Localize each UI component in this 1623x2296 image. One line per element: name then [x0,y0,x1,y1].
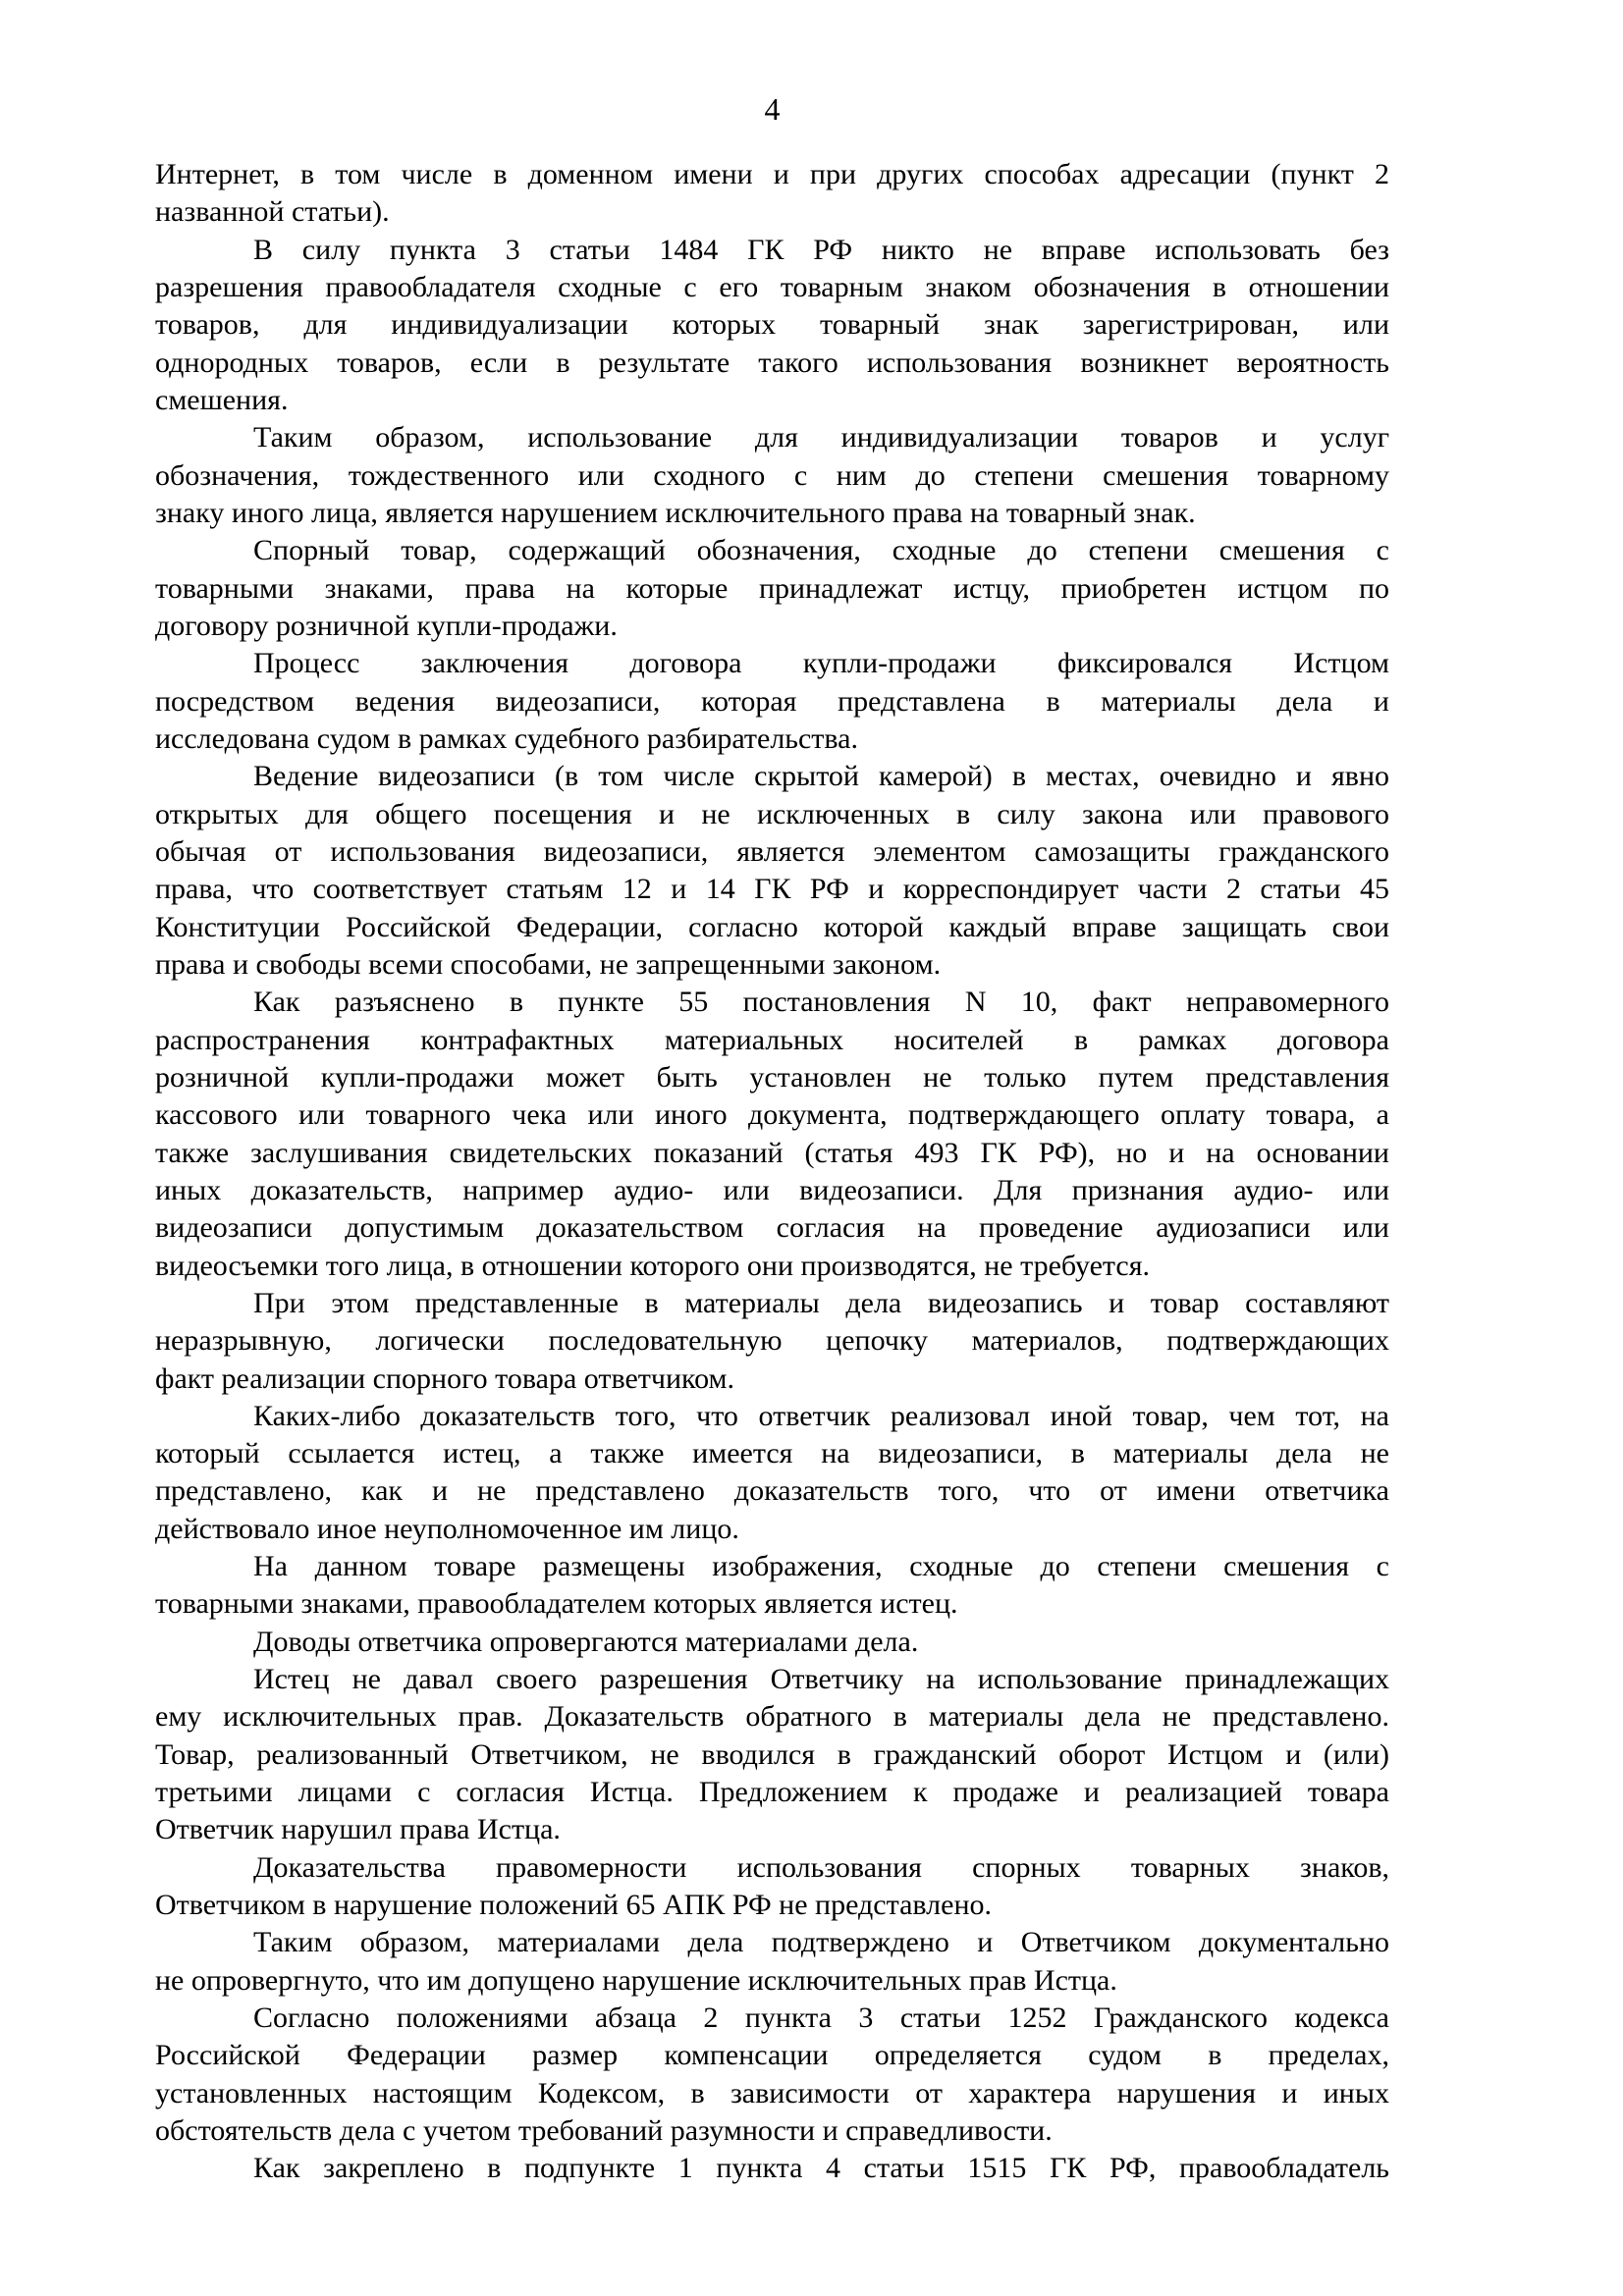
text-line: Каких-либо доказательств того, что ответчик реализовал иной товар, чем тот, на [253,1399,1389,1432]
text-line: представлено, как и не представлено доказательств того, что от имени ответчика [155,1474,1389,1508]
page-number: 4 [764,91,781,127]
text-line: видеозаписи допустимым доказательством согласия на проведение аудиозаписи или [155,1211,1389,1245]
text-line: Интернет, в том числе в доменном имени и при других способах адресации (пункт 2 [155,158,1389,190]
text-line: кассового или товарного чека или иного документа, подтверждающего оплату товара, а [155,1098,1389,1132]
text-line: открытых для общего посещения и не исключенных в силу закона или правового [155,797,1389,830]
text-line: разрешения правообладателя сходные с его товарным знаком обозначения в отношении [155,270,1389,303]
text-line: Процесс заключения договора купли-продажи фиксировался Истцом [253,647,1389,680]
text-line: Как закреплено в подпункте 1 пункта 4 статьи 1515 ГК РФ, правообладатель [253,2152,1389,2185]
text-line: который ссылается истец, а также имеется на видеозаписи, в материалы дела не [155,1437,1389,1470]
text-line: также заслушивания свидетельских показаний (статья 493 ГК РФ), но и на основании [155,1136,1389,1169]
text-line: Конституции Российской Федерации, согласно которой каждый вправе защищать свои [155,910,1389,943]
text-line: обстоятельств дела с учетом требований разумности и справедливости. [155,2114,1053,2148]
text-line: неразрывную, логически последовательную цепочку материалов, подтверждающих [155,1324,1389,1358]
text-line: Таким образом, материалами дела подтверждено и Ответчиком документально [253,1926,1389,1959]
text-line: товаров, для индивидуализации которых товарный знак зарегистрирован, или [155,308,1389,342]
text-line: Ведение видеозаписи (в том числе скрытой камерой) в местах, очевидно и явно [253,760,1389,793]
text-line: третьими лицами с согласия Истца. Предложением к продаже и реализацией товара [155,1776,1389,1809]
text-line: Согласно положениями абзаца 2 пункта 3 статьи 1252 Гражданского кодекса [253,2002,1389,2035]
text-line: На данном товаре размещены изображения, сходные до степени смешения с [253,1550,1389,1583]
text-line: При этом представленные в материалы дела видеозапись и товар составляют [253,1286,1389,1319]
text-line: исследована судом в рамках судебного разбирательства. [155,721,859,755]
text-line: Как разъяснено в пункте 55 постановления N 10, факт неправомерного [253,986,1389,1019]
text-line: Доводы ответчика опровергаются материалами дела. [253,1625,919,1658]
text-line: права и свободы всеми способами, не запрещенными законом. [155,947,942,981]
text-line: Российской Федерации размер компенсации определяется судом в пределах, [155,2039,1389,2072]
text-line: распространения контрафактных материальных носителей в рамках договора [155,1023,1389,1056]
text-line: Ответчиком в нарушение положений 65 АПК РФ не представлено. [155,1889,993,1922]
text-line: установленных настоящим Кодексом, в зависимости от характера нарушения и иных [155,2076,1389,2109]
text-line: товарными знаками, права на которые принадлежат истцу, приобретен истцом по [155,571,1389,605]
text-line: видеосъемки того лица, в отношении которого они производятся, не требуется. [155,1249,1151,1282]
document-body [155,156,1389,2188]
text-line: Истец не давал своего разрешения Ответчику на использование принадлежащих [253,1663,1389,1696]
text-line: Ответчик нарушил права Истца. [155,1813,561,1846]
text-line: Доказательства правомерности использования спорных товарных знаков, [253,1850,1389,1884]
text-line: розничной купли-продажи может быть установлен не только путем представления [155,1060,1389,1094]
text-line: иных доказательств, например аудио- или видеозаписи. Для признания аудио- или [155,1173,1389,1206]
text-line: действовало иное неуполномоченное им лицо. [155,1512,739,1545]
text-line: Спорный товар, содержащий обозначения, сходные до степени смешения с [253,534,1389,567]
text-line: названной статьи). [155,195,390,229]
text-line: права, что соответствует статьям 12 и 14 ГК РФ и корреспондирует части 2 статьи 45 [155,873,1389,906]
text-line: Таким образом, использование для индивидуализации товаров и услуг [253,421,1389,454]
text-line: Товар, реализованный Ответчиком, не вводился в гражданский оборот Истцом и (или) [155,1737,1389,1771]
text-line: знаку иного лица, является нарушением исключительного права на товарный знак. [155,496,1196,529]
text-line: обозначения, тождественного или сходного с ним до степени смешения товарному [155,458,1389,492]
text-line: договору розничной купли-продажи. [155,609,618,642]
text-line: обычая от использования видеозаписи, является элементом самозащиты гражданского [155,834,1389,868]
text-line: посредством ведения видеозаписи, которая представлена в материалы дела и [155,684,1389,718]
text-line: факт реализации спорного товара ответчиком. [155,1362,734,1395]
text-line: не опровергнуто, что им допущено нарушение исключительных прав Истца. [155,1963,1117,1997]
text-line: ему исключительных прав. Доказательств обратного в материалы дела не представлено. [155,1700,1389,1734]
text-line: товарными знаками, правообладателем которых является истец. [155,1587,958,1621]
text-line: однородных товаров, если в результате такого использования возникнет вероятность [155,346,1389,379]
text-line: смешения. [155,383,289,416]
text-line: В силу пункта 3 статьи 1484 ГК РФ никто не вправе использовать без [253,233,1389,266]
